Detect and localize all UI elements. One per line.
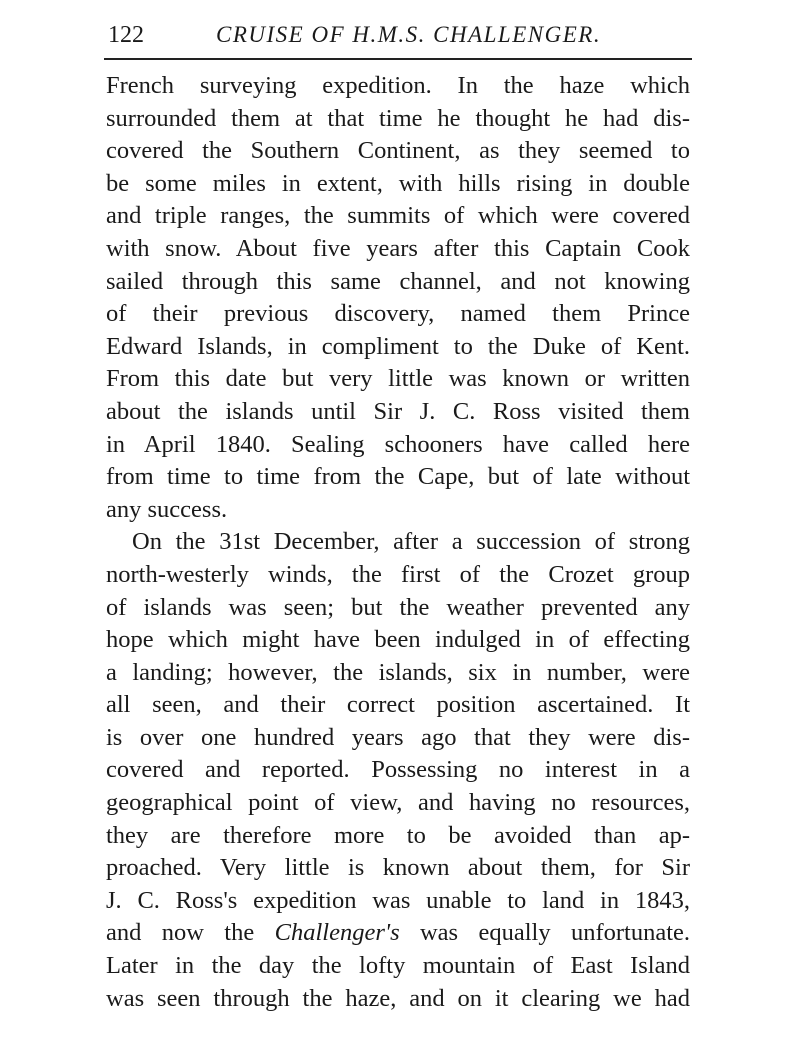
text-line: about the islands until Sir J. C. Ross visited them (106, 397, 690, 425)
text-line: From this date but very little was known or written (106, 365, 690, 393)
body-text (106, 70, 690, 1015)
text-line: is over one hundred years ago that they were dis- (106, 723, 690, 751)
page-number: 122 (108, 22, 144, 48)
text-line: any success. (106, 495, 228, 523)
text-line: from time to time from the Cape, but of late without (106, 463, 690, 491)
text-line: be some miles in extent, with hills rising in double (106, 169, 690, 197)
text-line: was seen through the haze, and on it clearing we had (106, 984, 690, 1012)
text-line: Later in the day the lofty mountain of East Island (106, 952, 690, 980)
text-line: French surveying expedition. In the haze which (106, 72, 690, 99)
running-title: CRUISE OF H.M.S. CHALLENGER. (216, 22, 602, 47)
text-line: covered and reported. Possessing no interest in a (106, 756, 690, 784)
ship-name-italic: Challenger's (274, 919, 400, 947)
text-line: with snow. About five years after this Captain Cook (106, 234, 690, 262)
text-line: all seen, and their correct position ascertained. It (106, 691, 690, 719)
text-line: of islands was seen; but the weather prevented any (106, 593, 690, 621)
text-line: proached. Very little is known about them, for Sir (106, 854, 690, 882)
text-line: On the 31st December, after a succession of strong (132, 528, 690, 556)
text-line: sailed through this same channel, and not knowing (106, 267, 690, 295)
text-segment: was equally unfortunate. (399, 919, 690, 947)
text-line (106, 917, 690, 950)
text-line: covered the Southern Continent, as they seemed to (106, 137, 690, 165)
text-line: in April 1840. Sealing schooners have called here (106, 430, 690, 458)
text-segment: and now the (106, 919, 275, 947)
text-line: hope which might have been indulged in of effecting (106, 626, 690, 654)
text-line: surrounded them at that time he thought he had dis- (106, 104, 690, 132)
text-line: north-westerly winds, the first of the Crozet group (106, 560, 690, 588)
text-line: a landing; however, the islands, six in number, were (106, 658, 690, 686)
page-header (108, 22, 690, 58)
text-line: Edward Islands, in compliment to the Duke of Kent. (106, 332, 690, 360)
text-line: and triple ranges, the summits of which were covered (106, 202, 690, 230)
text-line: geographical point of view, and having no resources, (106, 789, 690, 817)
text-line: of their previous discovery, named them Prince (106, 300, 690, 328)
text-line: they are therefore more to be avoided than ap- (106, 821, 690, 849)
text-line: J. C. Ross's expedition was unable to land in 1843, (106, 886, 690, 914)
header-rule (104, 58, 692, 60)
